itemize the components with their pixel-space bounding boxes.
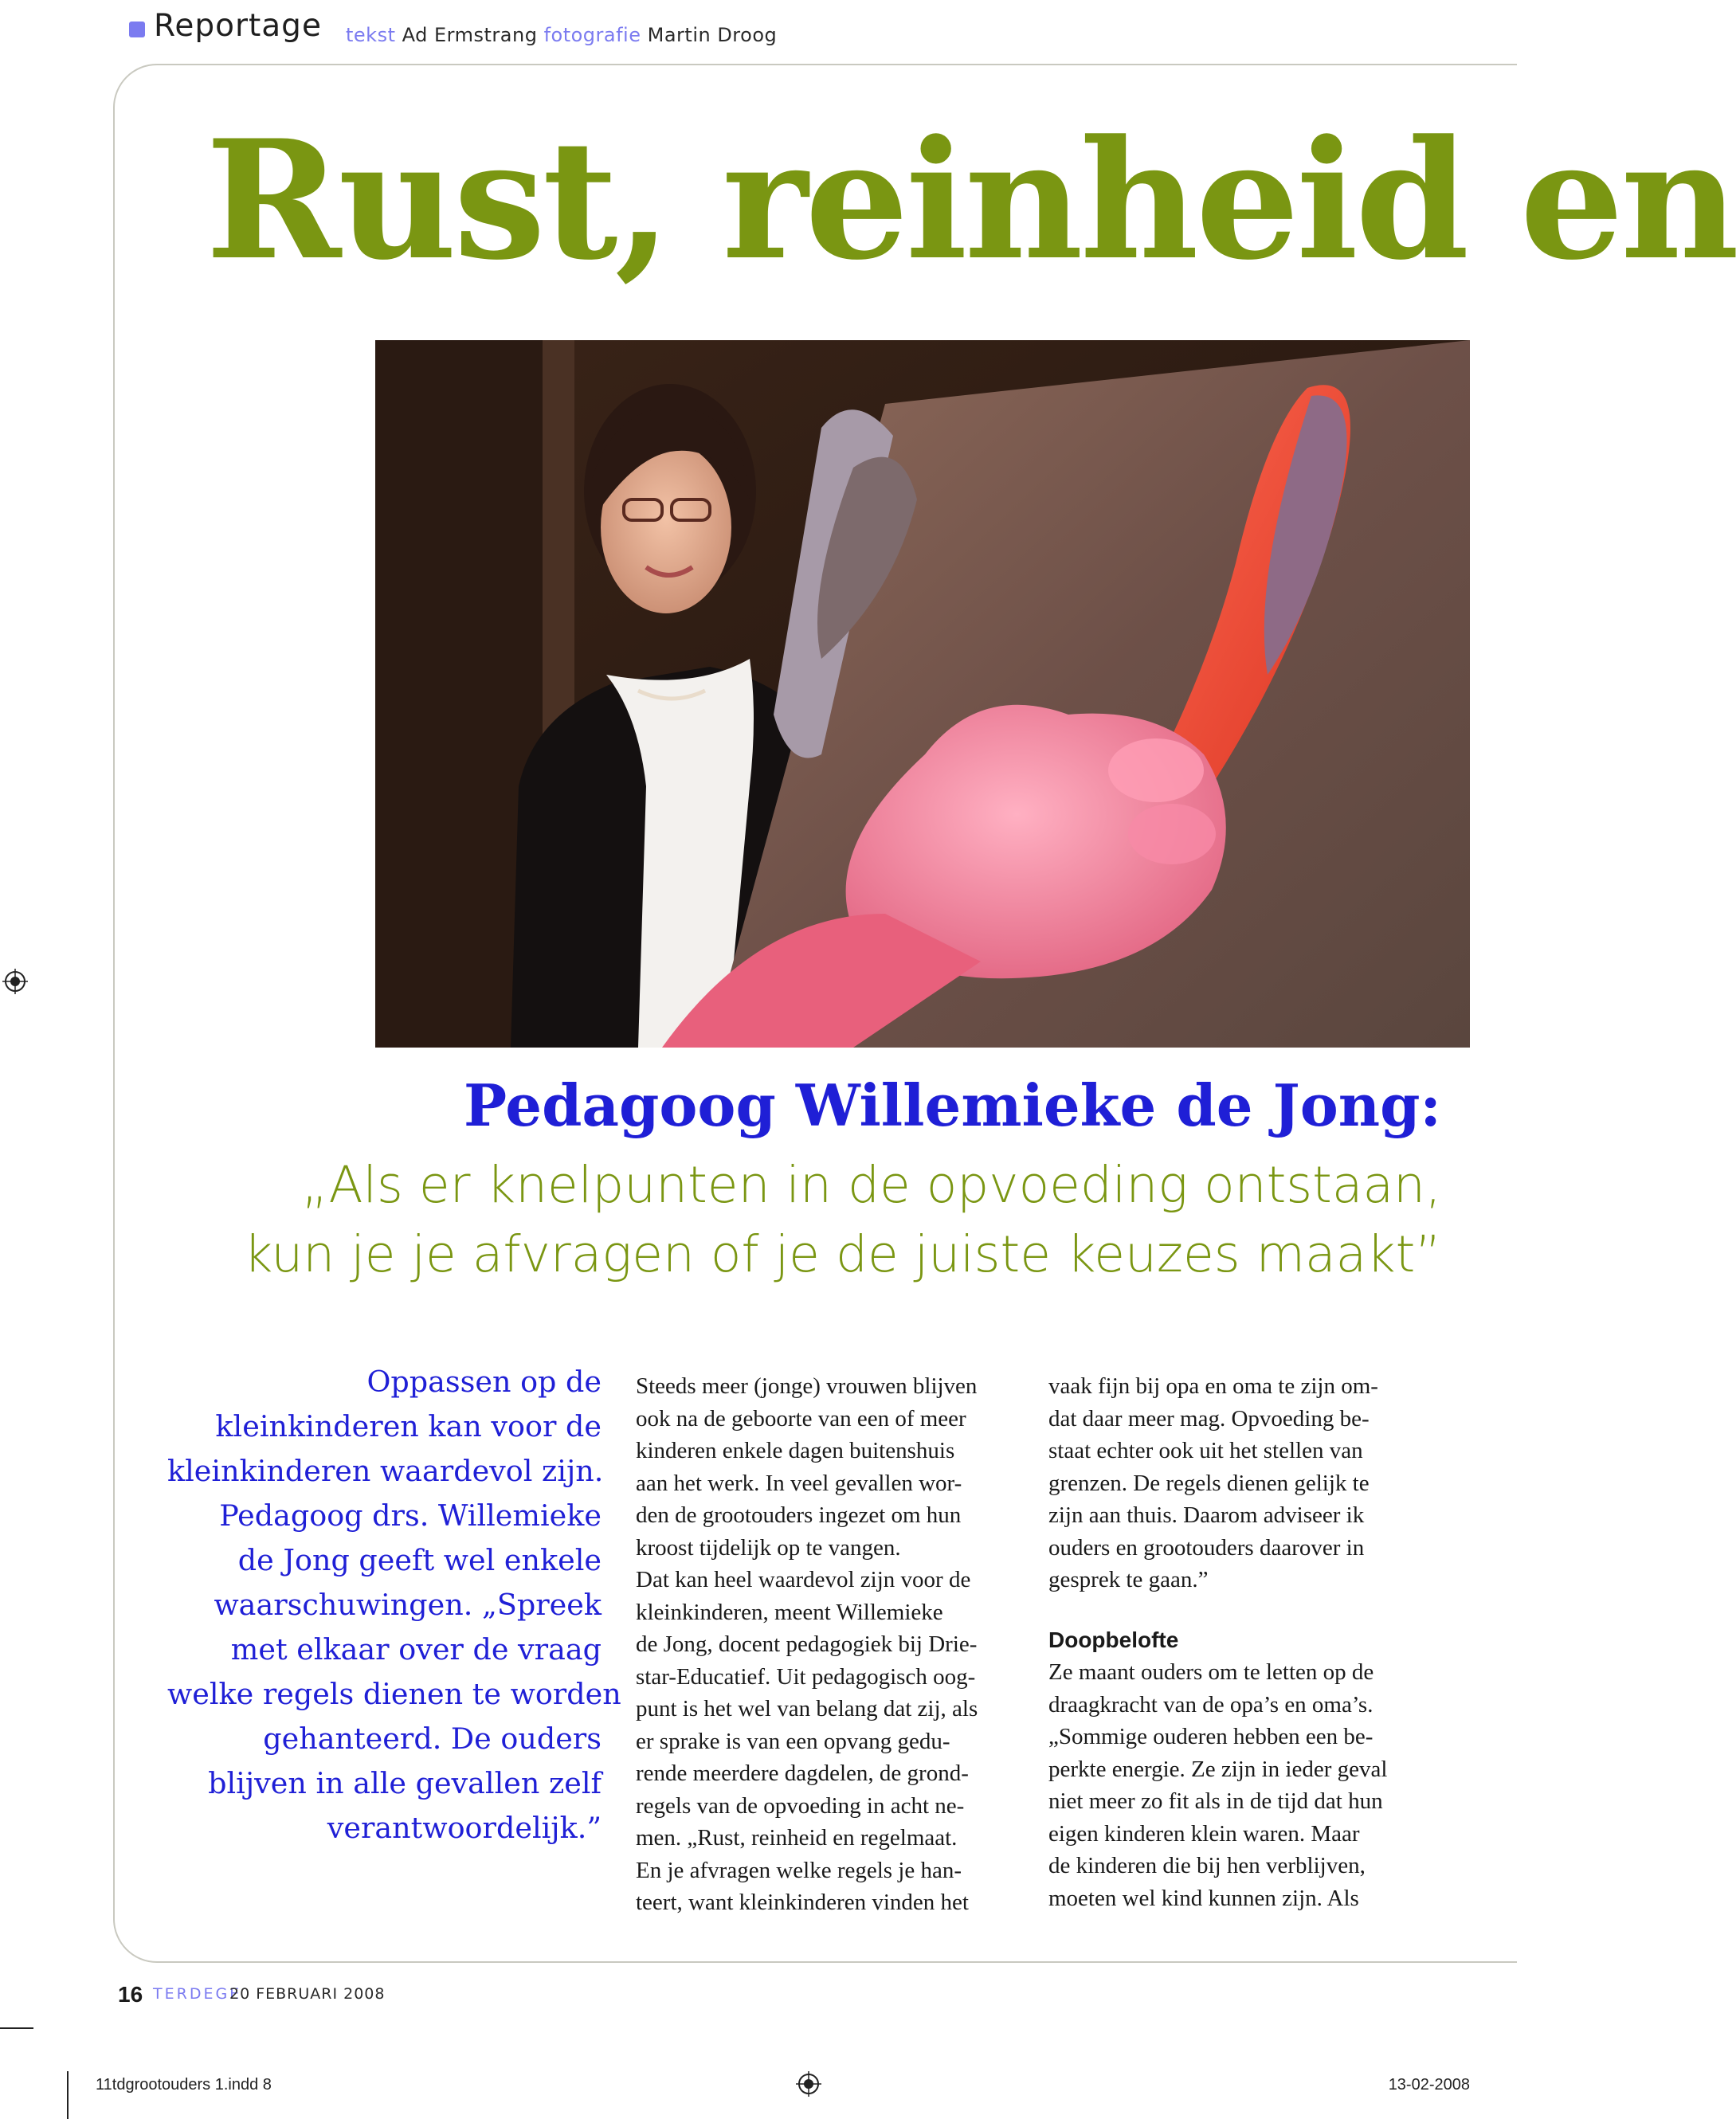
body-line: de Jong, docent pedagogiek bij Drie- bbox=[636, 1631, 978, 1657]
body-line: Ze maant ouders om te letten op de bbox=[1048, 1659, 1374, 1685]
intro-line: gehanteerd. De ouders bbox=[263, 1721, 602, 1756]
body-line: En je afvragen welke regels je han- bbox=[636, 1857, 962, 1883]
intro-line: blijven in alle gevallen zelf bbox=[208, 1766, 602, 1800]
intro-line: met elkaar over de vraag bbox=[230, 1632, 602, 1667]
pull-quote-line: kun je je afvragen of je de juiste keuzes maakt” bbox=[243, 1224, 1441, 1283]
body-line: er sprake is van een opvang gedu- bbox=[636, 1728, 950, 1754]
body-line: kroost tijdelijk op te vangen. bbox=[636, 1534, 901, 1561]
intro-line: de Jong geeft wel enkele bbox=[237, 1543, 602, 1577]
body-line: staat echter ook uit het stellen van bbox=[1048, 1438, 1363, 1463]
byline-photo-label: fotografie bbox=[543, 24, 641, 46]
body-line: men. „Rust, reinheid en regelmaat. bbox=[636, 1825, 958, 1851]
body-line: ook na de geboorte van een of meer bbox=[636, 1405, 966, 1432]
intro-line: welke regels dienen te worden bbox=[167, 1677, 621, 1711]
body-line: aan het werk. In veel gevallen wor- bbox=[636, 1470, 962, 1496]
byline-author: Ad Ermstrang bbox=[402, 24, 538, 46]
body-line: kinderen enkele dagen buitenshuis bbox=[636, 1438, 955, 1463]
body-column-2 bbox=[1048, 1370, 1439, 1914]
byline-text-label: tekst bbox=[346, 24, 396, 46]
article-photo bbox=[375, 340, 1470, 1048]
intro-paragraph bbox=[167, 1360, 621, 1851]
body-column-1 bbox=[636, 1370, 1030, 1919]
page-number: 16 bbox=[118, 1982, 143, 2007]
body-line: gesprek te gaan.” bbox=[1048, 1567, 1209, 1592]
body-line: moeten wel kind kunnen zijn. Als bbox=[1048, 1885, 1359, 1911]
intro-line: Oppassen op de bbox=[366, 1365, 602, 1399]
section-heading: Doopbelofte bbox=[1048, 1627, 1179, 1652]
magazine-name: TERDEGE bbox=[153, 1985, 242, 2003]
pull-quote bbox=[244, 1151, 1441, 1290]
issue-date: 20 FEBRUARI 2008 bbox=[229, 1985, 386, 2003]
article-subtitle: Pedagoog Willemieke de Jong: bbox=[464, 1071, 1441, 1139]
intro-line: verantwoordelijk.” bbox=[327, 1811, 602, 1845]
registration-mark-icon bbox=[2, 969, 28, 994]
body-line: de kinderen die bij hen verblijven, bbox=[1048, 1853, 1366, 1878]
body-line: den de grootouders ingezet om hun bbox=[636, 1502, 962, 1528]
crop-mark bbox=[67, 2071, 69, 2119]
byline-photographer: Martin Droog bbox=[647, 24, 778, 46]
intro-line: kleinkinderen kan voor de bbox=[215, 1409, 602, 1443]
section-label: Reportage bbox=[154, 8, 322, 44]
body-line: star-Educatief. Uit pedagogisch oog- bbox=[636, 1663, 976, 1690]
body-line: perkte energie. Ze zijn in ieder geval bbox=[1048, 1756, 1388, 1782]
crop-mark bbox=[0, 2027, 33, 2029]
body-line: kleinkinderen, meent Willemieke bbox=[636, 1599, 943, 1625]
photo-woman-and-child-hand bbox=[375, 340, 1470, 1048]
print-slug-date: 13-02-2008 bbox=[1388, 2076, 1470, 2094]
body-line: teert, want kleinkinderen vinden het bbox=[636, 1890, 969, 1915]
intro-line: kleinkinderen waardevol zijn. bbox=[167, 1454, 604, 1488]
body-line: dat daar meer mag. Opvoeding be- bbox=[1048, 1405, 1370, 1432]
registration-mark-icon bbox=[796, 2071, 821, 2097]
body-line: grenzen. De regels dienen gelijk te bbox=[1048, 1470, 1370, 1496]
body-line: eigen kinderen klein waren. Maar bbox=[1048, 1820, 1360, 1847]
body-line: niet meer zo fit als in de tijd dat hun bbox=[1048, 1788, 1383, 1814]
body-line: Steeds meer (jonge) vrouwen blijven bbox=[636, 1373, 978, 1399]
article-title: Rust, reinheid en bbox=[206, 105, 1736, 296]
print-slug-filename: 11tdgrootouders 1.indd 8 bbox=[96, 2076, 272, 2094]
body-line: punt is het wel van belang dat zij, als bbox=[636, 1696, 978, 1721]
section-marker-square bbox=[129, 22, 145, 37]
byline bbox=[346, 24, 777, 46]
body-line: „Sommige ouderen hebben een be- bbox=[1048, 1724, 1374, 1749]
intro-line: Pedagoog drs. Willemieke bbox=[219, 1498, 602, 1533]
intro-line: waarschuwingen. „Spreek bbox=[214, 1588, 602, 1622]
body-line: vaak fijn bij opa en oma te zijn om- bbox=[1048, 1373, 1378, 1399]
body-line: zijn aan thuis. Daarom adviseer ik bbox=[1048, 1502, 1365, 1528]
body-line: draagkracht van de opa’s en oma’s. bbox=[1048, 1691, 1374, 1718]
body-line: regels van de opvoeding in acht ne- bbox=[636, 1792, 965, 1819]
pull-quote-line: „Als er knelpunten in de opvoeding ontstaan, bbox=[301, 1156, 1441, 1214]
body-line: ouders en grootouders daarover in bbox=[1048, 1534, 1365, 1561]
body-line: rende meerdere dagdelen, de grond- bbox=[636, 1761, 969, 1786]
body-line: Dat kan heel waardevol zijn voor de bbox=[636, 1567, 971, 1592]
